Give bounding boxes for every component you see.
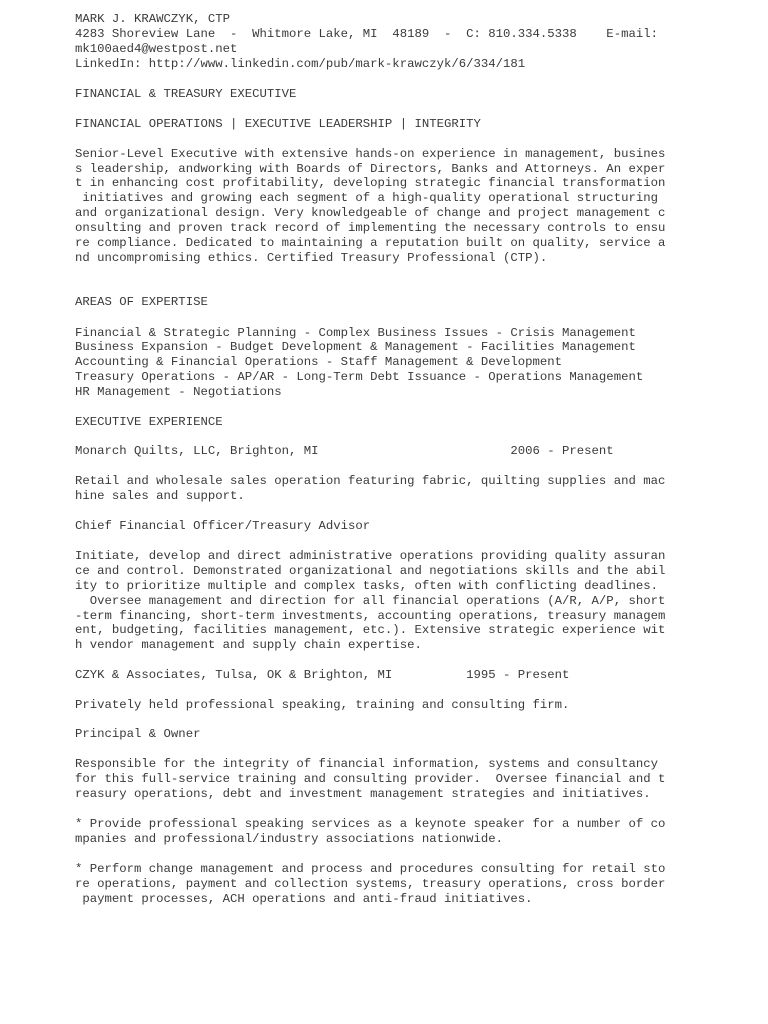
linkedin-line: LinkedIn: http://www.linkedin.com/pub/mark-krawczyk/6/334/181: [75, 57, 526, 71]
company-description-line: Privately held professional speaking, training and consulting firm.: [75, 698, 570, 712]
name-line: MARK J. KRAWCZYK, CTP: [75, 12, 230, 26]
expertise-item: Accounting & Financial Operations - Staff Management & Development: [75, 355, 563, 369]
experience-heading: EXECUTIVE EXPERIENCE: [75, 415, 223, 429]
duties-line: -term financing, short-term investments, accounting operations, treasury managem: [75, 609, 666, 623]
expertise-item: Financial & Strategic Planning - Complex Business Issues - Crisis Management: [75, 326, 636, 340]
duties-line: ity to prioritize multiple and complex tasks, often with conflicting deadlines.: [75, 579, 658, 593]
duties-line: Initiate, develop and direct administrative operations providing quality assuran: [75, 549, 666, 563]
duties-line: Responsible for the integrity of financial information, systems and consultancy: [75, 757, 658, 771]
email-line: mk100aed4@westpost.net: [75, 42, 238, 56]
address-line: 4283 Shoreview Lane - Whitmore Lake, MI 48189 - C: 810.334.5338 E-mail:: [75, 27, 658, 41]
job-title: Principal & Owner: [75, 727, 201, 741]
expertise-item: Business Expansion - Budget Development & Management - Facilities Management: [75, 340, 636, 354]
headline: FINANCIAL & TREASURY EXECUTIVE: [75, 87, 297, 101]
tagline: FINANCIAL OPERATIONS | EXECUTIVE LEADERSHIP | INTEGRITY: [75, 117, 481, 131]
summary-line: onsulting and proven track record of implementing the necessary controls to ensu: [75, 221, 666, 235]
summary-line: t in enhancing cost profitability, developing strategic financial transformation: [75, 176, 666, 190]
employer-line: Monarch Quilts, LLC, Brighton, MI 2006 - Present: [75, 444, 614, 458]
bullet-line: payment processes, ACH operations and anti-fraud initiatives.: [75, 892, 533, 906]
bullet-line: * Provide professional speaking services as a keynote speaker for a number of co: [75, 817, 666, 831]
summary-line: and organizational design. Very knowledgeable of change and project management c: [75, 206, 666, 220]
duties-line: ent, budgeting, facilities management, etc.). Extensive strategic experience wit: [75, 623, 666, 637]
expertise-item: Treasury Operations - AP/AR - Long-Term Debt Issuance - Operations Management: [75, 370, 644, 384]
bullet-line: re operations, payment and collection systems, treasury operations, cross border: [75, 877, 666, 891]
summary-line: s leadership, andworking with Boards of Directors, Banks and Attorneys. An exper: [75, 162, 666, 176]
expertise-heading: AREAS OF EXPERTISE: [75, 295, 208, 309]
company-description-line: Retail and wholesale sales operation featuring fabric, quilting supplies and mac: [75, 474, 666, 488]
duties-line: ce and control. Demonstrated organizational and negotiations skills and the abil: [75, 564, 666, 578]
summary-line: re compliance. Dedicated to maintaining a reputation built on quality, service a: [75, 236, 666, 250]
duties-line: h vendor management and supply chain expertise.: [75, 638, 422, 652]
duties-line: for this full-service training and consulting provider. Oversee financial and t: [75, 772, 666, 786]
summary-line: nd uncompromising ethics. Certified Treasury Professional (CTP).: [75, 251, 548, 265]
summary-line: initiatives and growing each segment of a high-quality operational structuring: [75, 191, 658, 205]
summary-line: Senior-Level Executive with extensive hands-on experience in management, busines: [75, 147, 666, 161]
duties-line: Oversee management and direction for all financial operations (A/R, A/P, short: [75, 594, 666, 608]
employer-line: CZYK & Associates, Tulsa, OK & Brighton, MI 1995 - Present: [75, 668, 570, 682]
job-title: Chief Financial Officer/Treasury Advisor: [75, 519, 371, 533]
bullet-line: * Perform change management and process and procedures consulting for retail sto: [75, 862, 666, 876]
company-description-line: hine sales and support.: [75, 489, 245, 503]
bullet-line: mpanies and professional/industry associations nationwide.: [75, 832, 504, 846]
expertise-item: HR Management - Negotiations: [75, 385, 282, 399]
duties-line: reasury operations, debt and investment management strategies and initiatives.: [75, 787, 651, 801]
